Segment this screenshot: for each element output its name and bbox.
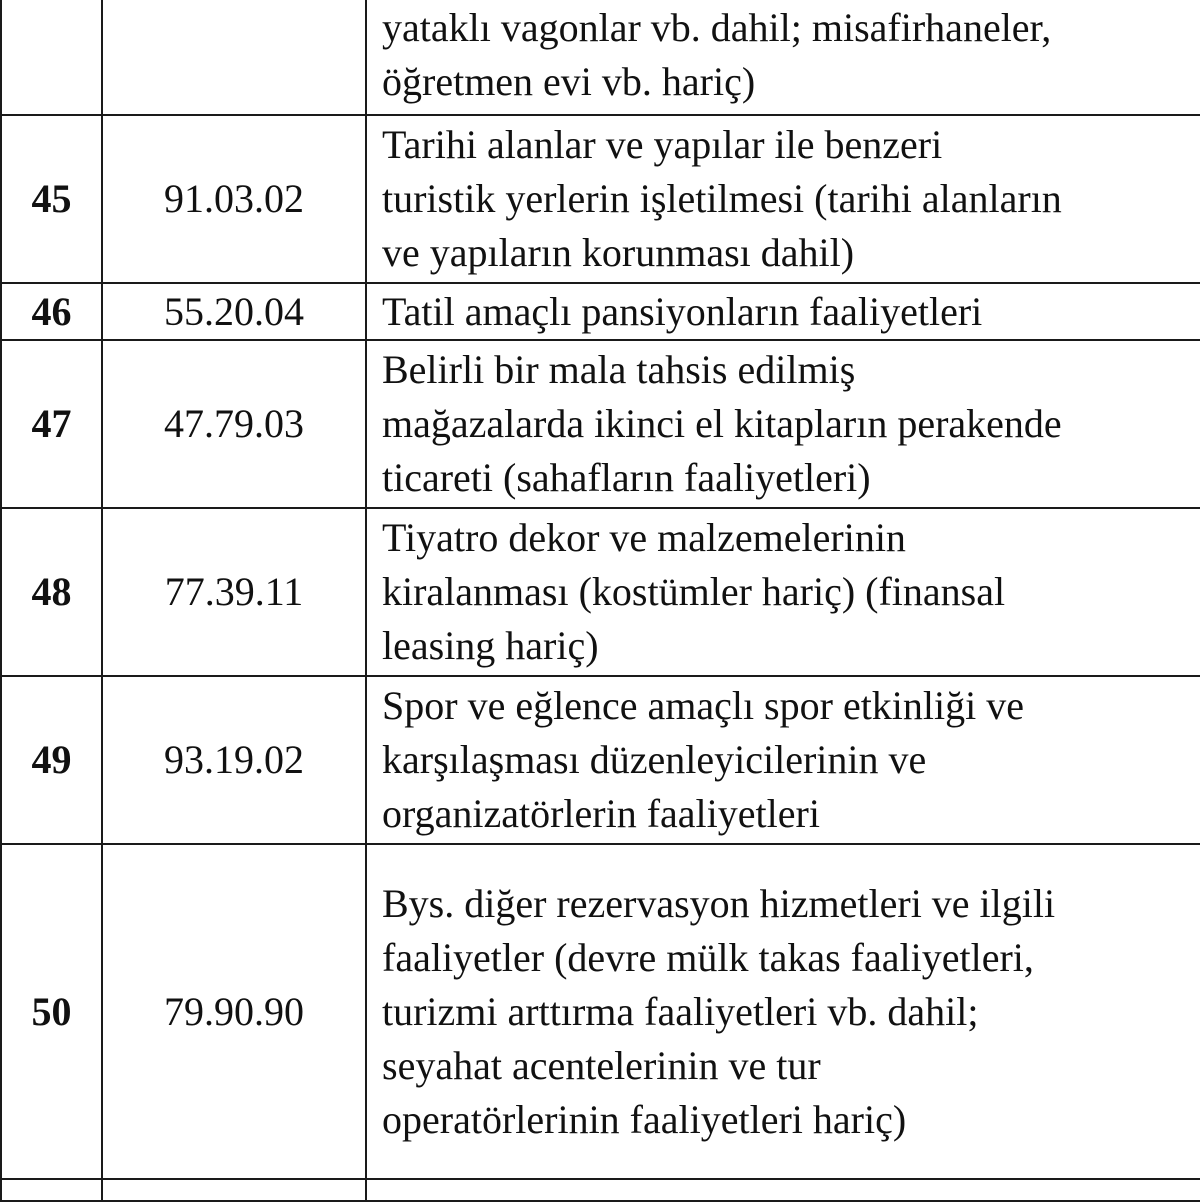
table-row xyxy=(1,115,1200,283)
table-row xyxy=(1,676,1200,844)
table-row xyxy=(1,283,1200,340)
activity-code-cell xyxy=(102,0,366,115)
row-number-cell xyxy=(1,1179,102,1201)
activity-description-cell: Spor ve eğlence amaçlı spor etkinliği ve karşılaşması düzenleyicilerinin ve organizatörlerin faaliyetleri xyxy=(366,676,1200,844)
activity-description-cell: yataklı vagonlar vb. dahil; misafirhaneler, öğretmen evi vb. hariç) xyxy=(366,0,1200,115)
table-row xyxy=(1,0,1200,115)
activity-code-cell xyxy=(102,1179,366,1201)
table-row xyxy=(1,508,1200,676)
activity-description-cell xyxy=(366,1179,1200,1201)
activity-code-cell: 55.20.04 xyxy=(102,283,366,340)
activity-code-cell: 91.03.02 xyxy=(102,115,366,283)
table-row xyxy=(1,844,1200,1179)
activity-code-cell: 93.19.02 xyxy=(102,676,366,844)
row-number-cell: 49 xyxy=(1,676,102,844)
row-number-cell: 45 xyxy=(1,115,102,283)
activity-code-cell: 77.39.11 xyxy=(102,508,366,676)
activity-description-cell: Tiyatro dekor ve malzemelerinin kiralanması (kostümler hariç) (finansal leasing hariç) xyxy=(366,508,1200,676)
activity-code-cell: 79.90.90 xyxy=(102,844,366,1179)
table-row xyxy=(1,340,1200,508)
activity-description-cell: Bys. diğer rezervasyon hizmetleri ve ilgili faaliyetler (devre mülk takas faaliyetleri, turizmi arttırma faaliyetleri vb. dahil; seyahat acentelerinin ve tur operatörlerinin faaliyetleri hariç) xyxy=(366,844,1200,1179)
table-row-partial xyxy=(1,1179,1200,1201)
row-number-cell: 47 xyxy=(1,340,102,508)
row-number-cell: 50 xyxy=(1,844,102,1179)
row-number-cell: 46 xyxy=(1,283,102,340)
row-number-cell: 48 xyxy=(1,508,102,676)
activity-description-cell: Tarihi alanlar ve yapılar ile benzeri turistik yerlerin işletilmesi (tarihi alanların ve yapıların korunması dahil) xyxy=(366,115,1200,283)
activity-description-cell: Tatil amaçlı pansiyonların faaliyetleri xyxy=(366,283,1200,340)
row-number-cell xyxy=(1,0,102,115)
activity-description-cell: Belirli bir mala tahsis edilmiş mağazalarda ikinci el kitapların perakende ticareti (sahafların faaliyetleri) xyxy=(366,340,1200,508)
activity-code-cell: 47.79.03 xyxy=(102,340,366,508)
